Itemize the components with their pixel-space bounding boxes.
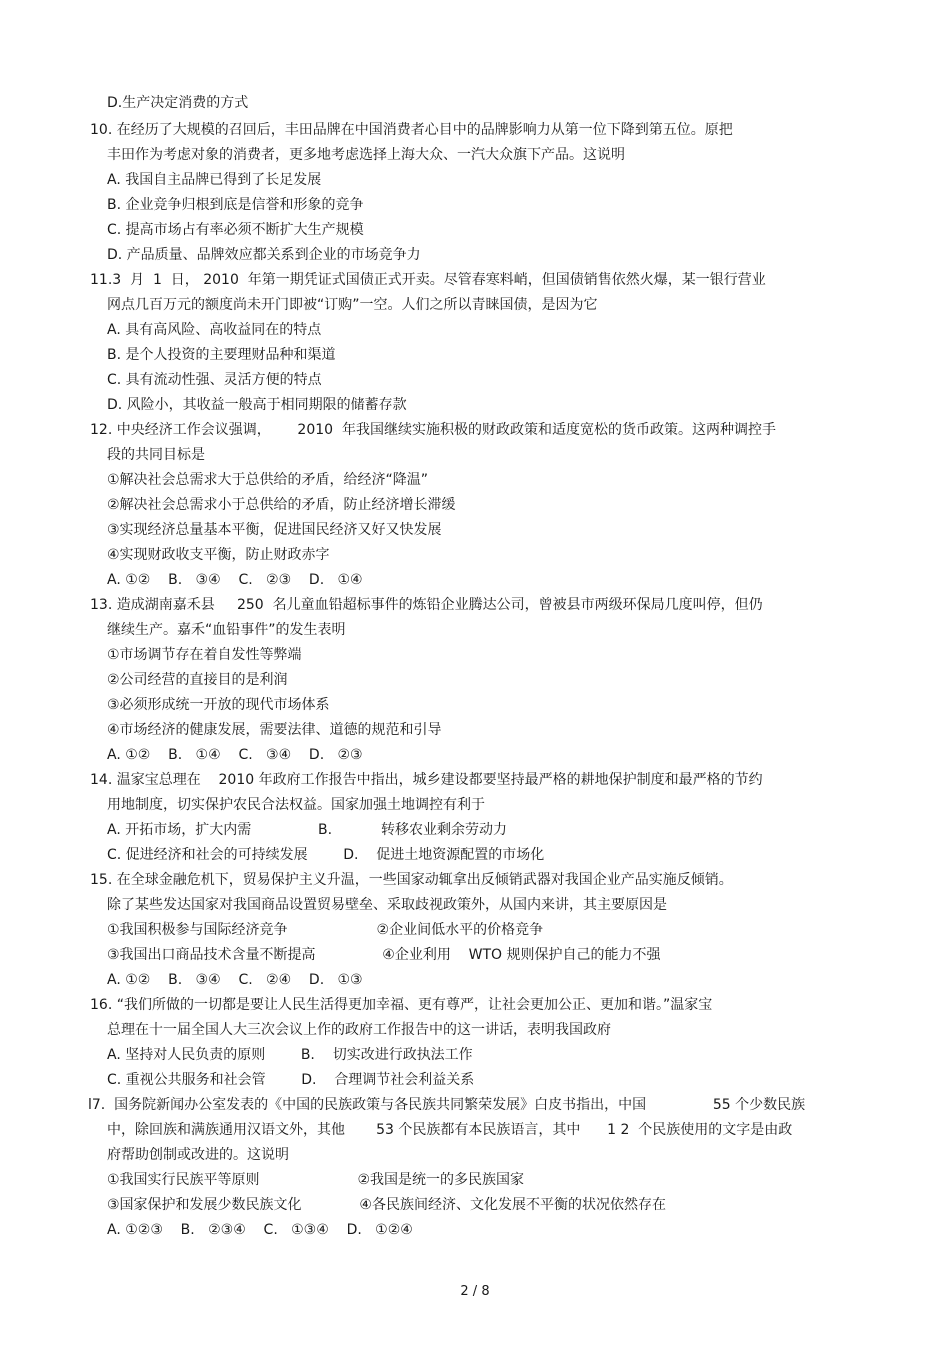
- q15-stem-line-1: 15. 在全球金融危机下，贸易保护主义升温，一些国家动辄拿出反倾销武器对我国企业产品实施反倾销。: [90, 872, 733, 888]
- q10-option-c: C. 提高市场占有率必须不断扩大生产规模: [107, 222, 364, 238]
- q10-stem-line-1: 10. 在经历了大规模的召回后，丰田品牌在中国消费者心目中的品牌影响力从第一位下降到第五位。原把: [90, 122, 733, 138]
- q11-stem-line-1: 11.3 月 1 日， 2010 年第一期凭证式国债正式开卖。尽管春寒料峭，但国债销售依然火爆，某一银行营业: [90, 272, 766, 288]
- q15-stem-line-2: 除了某些发达国家对我国商品设置贸易壁垒、采取歧视政策外，从国内来讲，其主要原因是: [107, 897, 667, 913]
- q16-options-cd: C. 重视公共服务和社会管 D. 合理调节社会利益关系: [107, 1072, 475, 1088]
- q12-stem-line-1: 12. 中央经济工作会议强调， 2010 年我国继续实施积极的财政政策和适度宽松的货币政策。这两种调控手: [90, 422, 776, 438]
- q14-stem-line-1: 14. 温家宝总理在 2010 年政府工作报告中指出，城乡建设都要坚持最严格的耕地保护制度和最严格的节约: [90, 772, 763, 788]
- q14-options-cd: C. 促进经济和社会的可持续发展 D. 促进土地资源配置的市场化: [107, 847, 545, 863]
- q13-item-2: ②公司经营的直接目的是利润: [107, 672, 288, 688]
- q16-options-ab: A. 坚持对人民负责的原则 B. 切实改进行政执法工作: [107, 1047, 473, 1063]
- q17-items-1-2: ①我国实行民族平等原则 ②我国是统一的多民族国家: [107, 1172, 525, 1188]
- q13-item-3: ③必须形成统一开放的现代市场体系: [107, 697, 330, 713]
- q17-options: A. ①②③ B. ②③④ C. ①③④ D. ①②④: [107, 1222, 413, 1238]
- q11-stem-line-2: 网点几百万元的额度尚未开门即被“订购”一空。人们之所以青睐国债，是因为它: [107, 297, 598, 313]
- q14-options-ab: A. 开拓市场，扩大内需 B. 转移农业剩余劳动力: [107, 822, 507, 838]
- q17-stem-line-1: l7. 国务院新闻办公室发表的《中国的民族政策与各民族共同繁荣发展》白皮书指出，中国 55 个少数民族: [88, 1097, 806, 1113]
- q10-option-a: A. 我国自主品牌已得到了长足发展: [107, 172, 322, 188]
- q13-options: A. ①② B. ①④ C. ③④ D. ②③: [107, 747, 363, 763]
- q11-option-a: A. 具有高风险、高收益同在的特点: [107, 322, 322, 338]
- q17-items-3-4: ③国家保护和发展少数民族文化 ④各民族间经济、文化发展不平衡的状况依然存在: [107, 1197, 666, 1213]
- q12-stem-line-2: 段的共同目标是: [107, 447, 205, 463]
- q16-stem-line-1: 16. “我们所做的一切都是要让人民生活得更加幸福、更有尊严，让社会更加公正、更加和谐。”温家宝: [90, 997, 713, 1013]
- q13-stem-line-1: 13. 造成湖南嘉禾县 250 名儿童血铅超标事件的炼铅企业腾达公司，曾被县市两级环保局几度叫停，但仍: [90, 597, 763, 613]
- q13-stem-line-2: 继续生产。嘉禾“血铅事件”的发生表明: [107, 622, 346, 638]
- q12-options: A. ①② B. ③④ C. ②③ D. ①④: [107, 572, 363, 588]
- q12-item-3: ③实现经济总量基本平衡，促进国民经济又好又快发展: [107, 522, 442, 538]
- q12-item-1: ①解决社会总需求大于总供给的矛盾，给经济“降温”: [107, 472, 429, 488]
- q17-stem-line-3: 府帮助创制或改进的。这说明: [107, 1147, 289, 1163]
- q15-items-1-2: ①我国积极参与国际经济竞争 ②企业间低水平的价格竞争: [107, 922, 544, 938]
- q13-item-4: ④市场经济的健康发展，需要法律、道德的规范和引导: [107, 722, 442, 738]
- q15-options: A. ①② B. ③④ C. ②④ D. ①③: [107, 972, 363, 988]
- q10-option-b: B. 企业竞争归根到底是信誉和形象的竞争: [107, 197, 364, 213]
- q11-option-b: B. 是个人投资的主要理财品种和渠道: [107, 347, 336, 363]
- q10-option-d: D. 产品质量、品牌效应都关系到企业的市场竞争力: [107, 247, 421, 263]
- q11-option-d: D. 风险小，其收益一般高于相同期限的储蓄存款: [107, 397, 407, 413]
- q9-option-d: D.生产决定消费的方式: [107, 95, 249, 111]
- q16-stem-line-2: 总理在十一届全国人大三次会议上作的政府工作报告中的这一讲话，表明我国政府: [107, 1022, 611, 1038]
- q17-stem-line-2: 中，除回族和满族通用汉语文外，其他 53 个民族都有本民族语言，其中 1 2 个民族使用的文字是由政: [107, 1122, 793, 1138]
- q11-option-c: C. 具有流动性强、灵活方便的特点: [107, 372, 322, 388]
- q15-items-3-4: ③我国出口商品技术含量不断提高 ④企业利用 WTO 规则保护自己的能力不强: [107, 947, 661, 963]
- q12-item-4: ④实现财政收支平衡，防止财政赤字: [107, 547, 330, 563]
- q14-stem-line-2: 用地制度，切实保护农民合法权益。国家加强土地调控有利于: [107, 797, 485, 813]
- q13-item-1: ①市场调节存在着自发性等弊端: [107, 647, 302, 663]
- q10-stem-line-2: 丰田作为考虑对象的消费者，更多地考虑选择上海大众、一汽大众旗下产品。这说明: [107, 147, 625, 163]
- page-number: 2 / 8: [460, 1284, 490, 1299]
- q12-item-2: ②解决社会总需求小于总供给的矛盾，防止经济增长滞缓: [107, 497, 456, 513]
